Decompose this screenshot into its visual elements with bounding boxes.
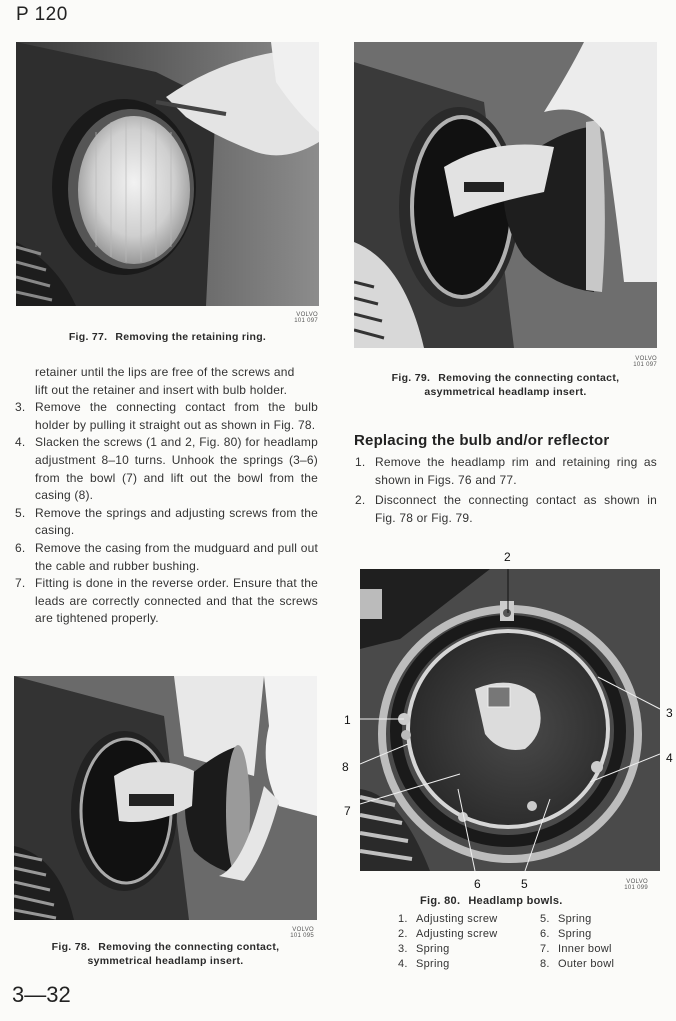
legend-label: Spring [416, 943, 450, 955]
fig77-brand: VOLVO [296, 312, 318, 318]
fig79-caption-line-1: Removing the connecting contact, [438, 372, 620, 384]
fig80-callout-7: 7 [344, 804, 351, 818]
step-text: Fitting is done in the reverse order. Ensure that the leads are correctly connected and that the screws are tightened properly. [35, 576, 318, 626]
legend-number: 1. [398, 913, 408, 925]
legend-item [398, 912, 498, 927]
fig80-caption [420, 894, 563, 908]
page-header-model: P 120 [16, 4, 68, 25]
fig78-caption-line-1: Removing the connecting contact, [98, 941, 280, 953]
step-number: 2. [355, 493, 366, 508]
fig79-brand: VOLVO [635, 356, 657, 362]
fig78-brand: VOLVO [292, 927, 314, 933]
legend-label: Spring [558, 913, 592, 925]
fig80-callout-6: 6 [474, 877, 481, 891]
legend-item [398, 957, 498, 972]
legend-number: 8. [540, 958, 550, 970]
legend-label: Inner bowl [558, 943, 612, 955]
fig79-volvo-mark [617, 356, 657, 368]
left-step-5 [15, 505, 318, 540]
step-number: 3. [15, 400, 26, 415]
fig79-number: Fig. 79. [391, 372, 431, 384]
left-column-text [15, 364, 318, 628]
step-number: 5. [15, 505, 26, 520]
fig78-number: Fig. 78. [51, 941, 91, 953]
fig77-caption-text: Removing the retaining ring. [115, 331, 267, 343]
fig80-code: 101 099 [624, 885, 648, 891]
left-step-4 [15, 434, 318, 504]
fig80-caption-text: Headlamp bowls. [468, 895, 563, 907]
fig77-code: 101 097 [294, 318, 318, 324]
fig79-photo [354, 42, 657, 348]
legend-number: 5. [540, 913, 550, 925]
right-step-2 [355, 492, 657, 527]
legend-column-left [398, 912, 498, 972]
fig77-volvo-mark [278, 312, 318, 324]
fig80-brand: VOLVO [626, 879, 648, 885]
page-number: 3—32 [12, 982, 71, 1007]
left-step-7 [15, 575, 318, 628]
fig80-number: Fig. 80. [420, 895, 461, 907]
legend-number: 3. [398, 943, 408, 955]
fig77-caption [16, 330, 319, 344]
fig79-code: 101 097 [633, 362, 657, 368]
fig80-callout-1: 1 [344, 713, 351, 727]
continuation-line-2: lift out the retainer and insert with bulb holder. [35, 382, 288, 397]
step-text: Remove the casing from the mudguard and pull out the cable and rubber bushing. [35, 540, 318, 573]
fig80-legend [398, 912, 658, 974]
step-number: 7. [15, 576, 26, 591]
legend-number: 4. [398, 958, 408, 970]
right-column-text [355, 454, 657, 527]
legend-item [540, 927, 614, 942]
legend-number: 6. [540, 928, 550, 940]
fig80-callout-5: 5 [521, 877, 528, 891]
step-text: Remove the headlamp rim and retaining ring as shown in Figs. 76 and 77. [375, 455, 657, 487]
step-text: Slacken the screws (1 and 2, Fig. 80) for headlamp adjustment 8–10 turns. Unhook the springs (3–6) from the bowl (7) and lift out the bowl from the casing (8). [35, 435, 318, 503]
fig80-callout-8: 8 [342, 760, 349, 774]
left-step-3 [15, 399, 318, 434]
legend-item [540, 912, 614, 927]
fig77-photo [16, 42, 319, 306]
step-text: Disconnect the connecting contact as shown in Fig. 78 or Fig. 79. [375, 493, 657, 525]
step-text: Remove the connecting contact from the bulb holder by pulling it straight out as shown in Fig. 78. [35, 400, 318, 432]
step-number: 6. [15, 540, 26, 555]
legend-item [540, 957, 614, 972]
section-heading: Replacing the bulb and/or reflector [354, 432, 610, 449]
right-step-1 [355, 454, 657, 489]
fig79-caption-line-2: asymmetrical headlamp insert. [424, 386, 587, 398]
fig78-caption [14, 940, 317, 968]
continuation-line-1: retainer until the lips are free of the screws and [35, 365, 295, 379]
step-number: 4. [15, 435, 26, 450]
legend-label: Adjusting screw [416, 913, 498, 925]
fig78-code: 101 095 [290, 933, 314, 939]
legend-item [398, 927, 498, 942]
fig78-caption-line-2: symmetrical headlamp insert. [87, 955, 244, 967]
step-number: 1. [355, 455, 366, 469]
legend-number: 2. [398, 928, 408, 940]
legend-label: Adjusting screw [416, 928, 498, 940]
fig79-caption [354, 371, 657, 399]
fig80-photo [360, 569, 660, 871]
fig80-callout-2: 2 [504, 550, 511, 564]
legend-label: Spring [558, 928, 592, 940]
legend-number: 7. [540, 943, 550, 955]
legend-item [398, 942, 498, 957]
fig78-photo [14, 676, 317, 920]
fig80-volvo-mark [608, 879, 648, 891]
step-text: Remove the springs and adjusting screws from the casing. [35, 505, 318, 538]
left-step-6 [15, 540, 318, 575]
fig80-callout-3: 3 [666, 706, 673, 720]
fig78-volvo-mark [274, 927, 314, 939]
legend-item [540, 942, 614, 957]
legend-column-right [540, 912, 614, 972]
fig77-number: Fig. 77. [68, 331, 108, 343]
fig80-callout-4: 4 [666, 751, 673, 765]
legend-label: Outer bowl [558, 958, 615, 970]
legend-label: Spring [416, 958, 450, 970]
